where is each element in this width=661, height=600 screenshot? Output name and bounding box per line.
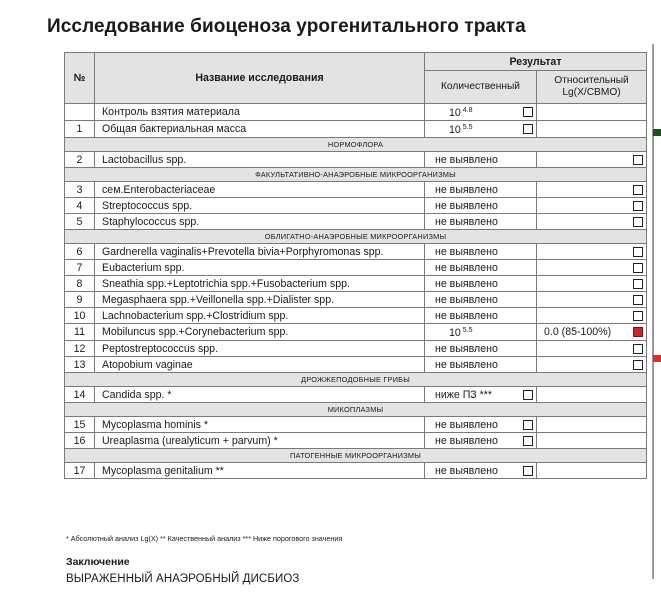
value-text: не выявлено xyxy=(435,309,498,322)
relative-value xyxy=(537,152,647,168)
relative-value xyxy=(537,244,647,260)
value-text: не выявлено xyxy=(435,358,498,371)
quantitative-value xyxy=(425,260,537,276)
quantitative-value xyxy=(425,357,537,373)
checkbox-quantitative[interactable] xyxy=(523,107,533,117)
section-label: ФАКУЛЬТАТИВНО-АНАЭРОБНЫЕ МИКРООРГАНИЗМЫ xyxy=(65,168,647,182)
quantitative-value xyxy=(425,292,537,308)
test-name: Gardnerella vaginalis+Prevotella bivia+Porphyromonas spp. xyxy=(95,244,425,260)
relative-value xyxy=(537,463,647,479)
value-text: не выявлено xyxy=(435,277,498,290)
checkbox-relative[interactable] xyxy=(633,185,643,195)
conclusion-heading: Заключение xyxy=(66,556,130,568)
footnote: * Абсолютный анализ Lg(X) ** Качественный анализ *** Ниже порогового значения xyxy=(66,534,343,543)
quantitative-value xyxy=(425,198,537,214)
table-row xyxy=(65,182,647,198)
section-label: НОРМОФЛОРА xyxy=(65,138,647,152)
table-row xyxy=(65,292,647,308)
quantitative-value xyxy=(425,433,537,449)
row-number: 7 xyxy=(65,260,95,276)
green-marker xyxy=(653,129,661,136)
checkbox-relative[interactable] xyxy=(633,360,643,370)
checkbox-relative[interactable] xyxy=(633,247,643,257)
table-row xyxy=(65,357,647,373)
relative-text: 0.0 (85-100%) xyxy=(544,326,612,338)
checkbox-quantitative[interactable] xyxy=(523,124,533,134)
checkbox-relative[interactable] xyxy=(633,217,643,227)
value-text: не выявлено xyxy=(435,418,498,431)
row-number xyxy=(65,104,95,121)
checkbox-quantitative[interactable] xyxy=(523,390,533,400)
table-row xyxy=(65,341,647,357)
table-row xyxy=(65,198,647,214)
row-number: 5 xyxy=(65,214,95,230)
section-row xyxy=(65,373,647,387)
checkbox-relative[interactable] xyxy=(633,279,643,289)
header-quantitative: Количественный xyxy=(425,71,537,104)
test-name: Sneathia spp.+Leptotrichia spp.+Fusobacterium spp. xyxy=(95,276,425,292)
section-row xyxy=(65,230,647,244)
value-text: не выявлено xyxy=(435,153,498,166)
quantitative-value xyxy=(425,324,537,341)
checkbox-quantitative[interactable] xyxy=(523,436,533,446)
value-text: не выявлено xyxy=(435,245,498,258)
test-name: Lachnobacterium spp.+Clostridium spp. xyxy=(95,308,425,324)
row-number: 1 xyxy=(65,121,95,138)
table-row xyxy=(65,276,647,292)
quantitative-value xyxy=(425,244,537,260)
row-number: 10 xyxy=(65,308,95,324)
header-result: Результат xyxy=(425,53,647,71)
test-name: Lactobacillus spp. xyxy=(95,152,425,168)
checkbox-quantitative[interactable] xyxy=(523,420,533,430)
section-row xyxy=(65,138,647,152)
test-name: Mycoplasma genitalium ** xyxy=(95,463,425,479)
table-row xyxy=(65,463,647,479)
flag-indicator-red[interactable] xyxy=(633,327,643,337)
relative-value xyxy=(537,121,647,138)
row-number: 8 xyxy=(65,276,95,292)
section-label: ОБЛИГАТНО-АНАЭРОБНЫЕ МИКРООРГАНИЗМЫ xyxy=(65,230,647,244)
red-marker xyxy=(653,355,661,362)
value-text: не выявлено xyxy=(435,215,498,228)
value-base: 10 xyxy=(449,124,461,136)
section-label: ДРОЖЖЕПОДОБНЫЕ ГРИБЫ xyxy=(65,373,647,387)
value-text: не выявлено xyxy=(435,199,498,212)
test-name: Megasphaera spp.+Veillonella spp.+Dialister spp. xyxy=(95,292,425,308)
section-label: МИКОПЛАЗМЫ xyxy=(65,403,647,417)
test-name: Общая бактериальная масса xyxy=(95,121,425,138)
row-number: 6 xyxy=(65,244,95,260)
quantitative-value xyxy=(425,463,537,479)
test-name: Mycoplasma hominis * xyxy=(95,417,425,433)
row-number: 3 xyxy=(65,182,95,198)
relative-value xyxy=(537,357,647,373)
quantitative-value xyxy=(425,417,537,433)
row-number: 13 xyxy=(65,357,95,373)
quantitative-value xyxy=(425,387,537,403)
checkbox-relative[interactable] xyxy=(633,295,643,305)
checkbox-quantitative[interactable] xyxy=(523,466,533,476)
relative-value xyxy=(537,214,647,230)
quantitative-value xyxy=(425,276,537,292)
row-number: 4 xyxy=(65,198,95,214)
table-row xyxy=(65,214,647,230)
test-name: сем.Enterobacteriaceae xyxy=(95,182,425,198)
relative-value xyxy=(537,308,647,324)
value-exponent: 5.5 xyxy=(462,124,473,131)
test-name: Staphylococcus spp. xyxy=(95,214,425,230)
section-row xyxy=(65,403,647,417)
test-name: Eubacterium spp. xyxy=(95,260,425,276)
relative-value xyxy=(537,292,647,308)
relative-value xyxy=(537,341,647,357)
relative-value xyxy=(537,182,647,198)
table-row xyxy=(65,324,647,341)
value-text: не выявлено xyxy=(435,261,498,274)
row-number: 12 xyxy=(65,341,95,357)
quantitative-value xyxy=(425,182,537,198)
test-name: Mobiluncus spp.+Corynebacterium spp. xyxy=(95,324,425,341)
row-number: 2 xyxy=(65,152,95,168)
row-number: 16 xyxy=(65,433,95,449)
report-title: Исследование биоценоза урогенитального тракта xyxy=(47,16,526,37)
value-base: 10 xyxy=(449,327,461,339)
test-name: Atopobium vaginae xyxy=(95,357,425,373)
relative-value xyxy=(537,198,647,214)
table-row xyxy=(65,244,647,260)
row-number: 9 xyxy=(65,292,95,308)
relative-value xyxy=(537,276,647,292)
value-text: не выявлено xyxy=(435,183,498,196)
test-name: Ureaplasma (urealyticum + parvum) * xyxy=(95,433,425,449)
row-number: 11 xyxy=(65,324,95,341)
results-body xyxy=(65,104,647,479)
table-row xyxy=(65,121,647,138)
value-text: не выявлено xyxy=(435,293,498,306)
table-row xyxy=(65,152,647,168)
header-relative: Относительный Lg(X/CBMO) xyxy=(537,71,647,104)
results-table xyxy=(64,52,647,479)
relative-value xyxy=(537,104,647,121)
header-number: № xyxy=(65,53,95,104)
table-row xyxy=(65,260,647,276)
quantitative-value xyxy=(425,121,537,138)
value-exponent: 4.8 xyxy=(462,107,473,114)
quantitative-value xyxy=(425,341,537,357)
relative-value xyxy=(537,324,647,341)
quantitative-value xyxy=(425,308,537,324)
row-number: 15 xyxy=(65,417,95,433)
quantitative-value xyxy=(425,152,537,168)
value-text: ниже ПЗ *** xyxy=(435,388,493,401)
section-row xyxy=(65,449,647,463)
results-table-frame xyxy=(64,52,646,532)
checkbox-relative[interactable] xyxy=(633,344,643,354)
checkbox-relative[interactable] xyxy=(633,155,643,165)
test-name: Candida spp. * xyxy=(95,387,425,403)
relative-value xyxy=(537,387,647,403)
section-row xyxy=(65,168,647,182)
table-row xyxy=(65,104,647,121)
table-row xyxy=(65,308,647,324)
value-text: не выявлено xyxy=(435,342,498,355)
table-row xyxy=(65,433,647,449)
test-name: Контроль взятия материала xyxy=(95,104,425,121)
quantitative-value xyxy=(425,214,537,230)
conclusion-text: ВЫРАЖЕННЫЙ АНАЭРОБНЫЙ ДИСБИОЗ xyxy=(66,573,300,585)
value-text: не выявлено xyxy=(435,464,498,477)
relative-value xyxy=(537,260,647,276)
test-name: Peptostreptococcus spp. xyxy=(95,341,425,357)
header-test-name: Название исследования xyxy=(95,53,425,104)
table-row xyxy=(65,417,647,433)
checkbox-relative[interactable] xyxy=(633,311,643,321)
row-number: 14 xyxy=(65,387,95,403)
section-label: ПАТОГЕННЫЕ МИКРООРГАНИЗМЫ xyxy=(65,449,647,463)
quantitative-value xyxy=(425,104,537,121)
page-edge-divider xyxy=(652,44,654,579)
value-text: не выявлено xyxy=(435,434,498,447)
row-number: 17 xyxy=(65,463,95,479)
checkbox-relative[interactable] xyxy=(633,201,643,211)
value-base: 10 xyxy=(449,107,461,119)
relative-value xyxy=(537,417,647,433)
value-exponent: 5.5 xyxy=(462,327,473,334)
relative-value xyxy=(537,433,647,449)
test-name: Streptococcus spp. xyxy=(95,198,425,214)
table-row xyxy=(65,387,647,403)
checkbox-relative[interactable] xyxy=(633,263,643,273)
